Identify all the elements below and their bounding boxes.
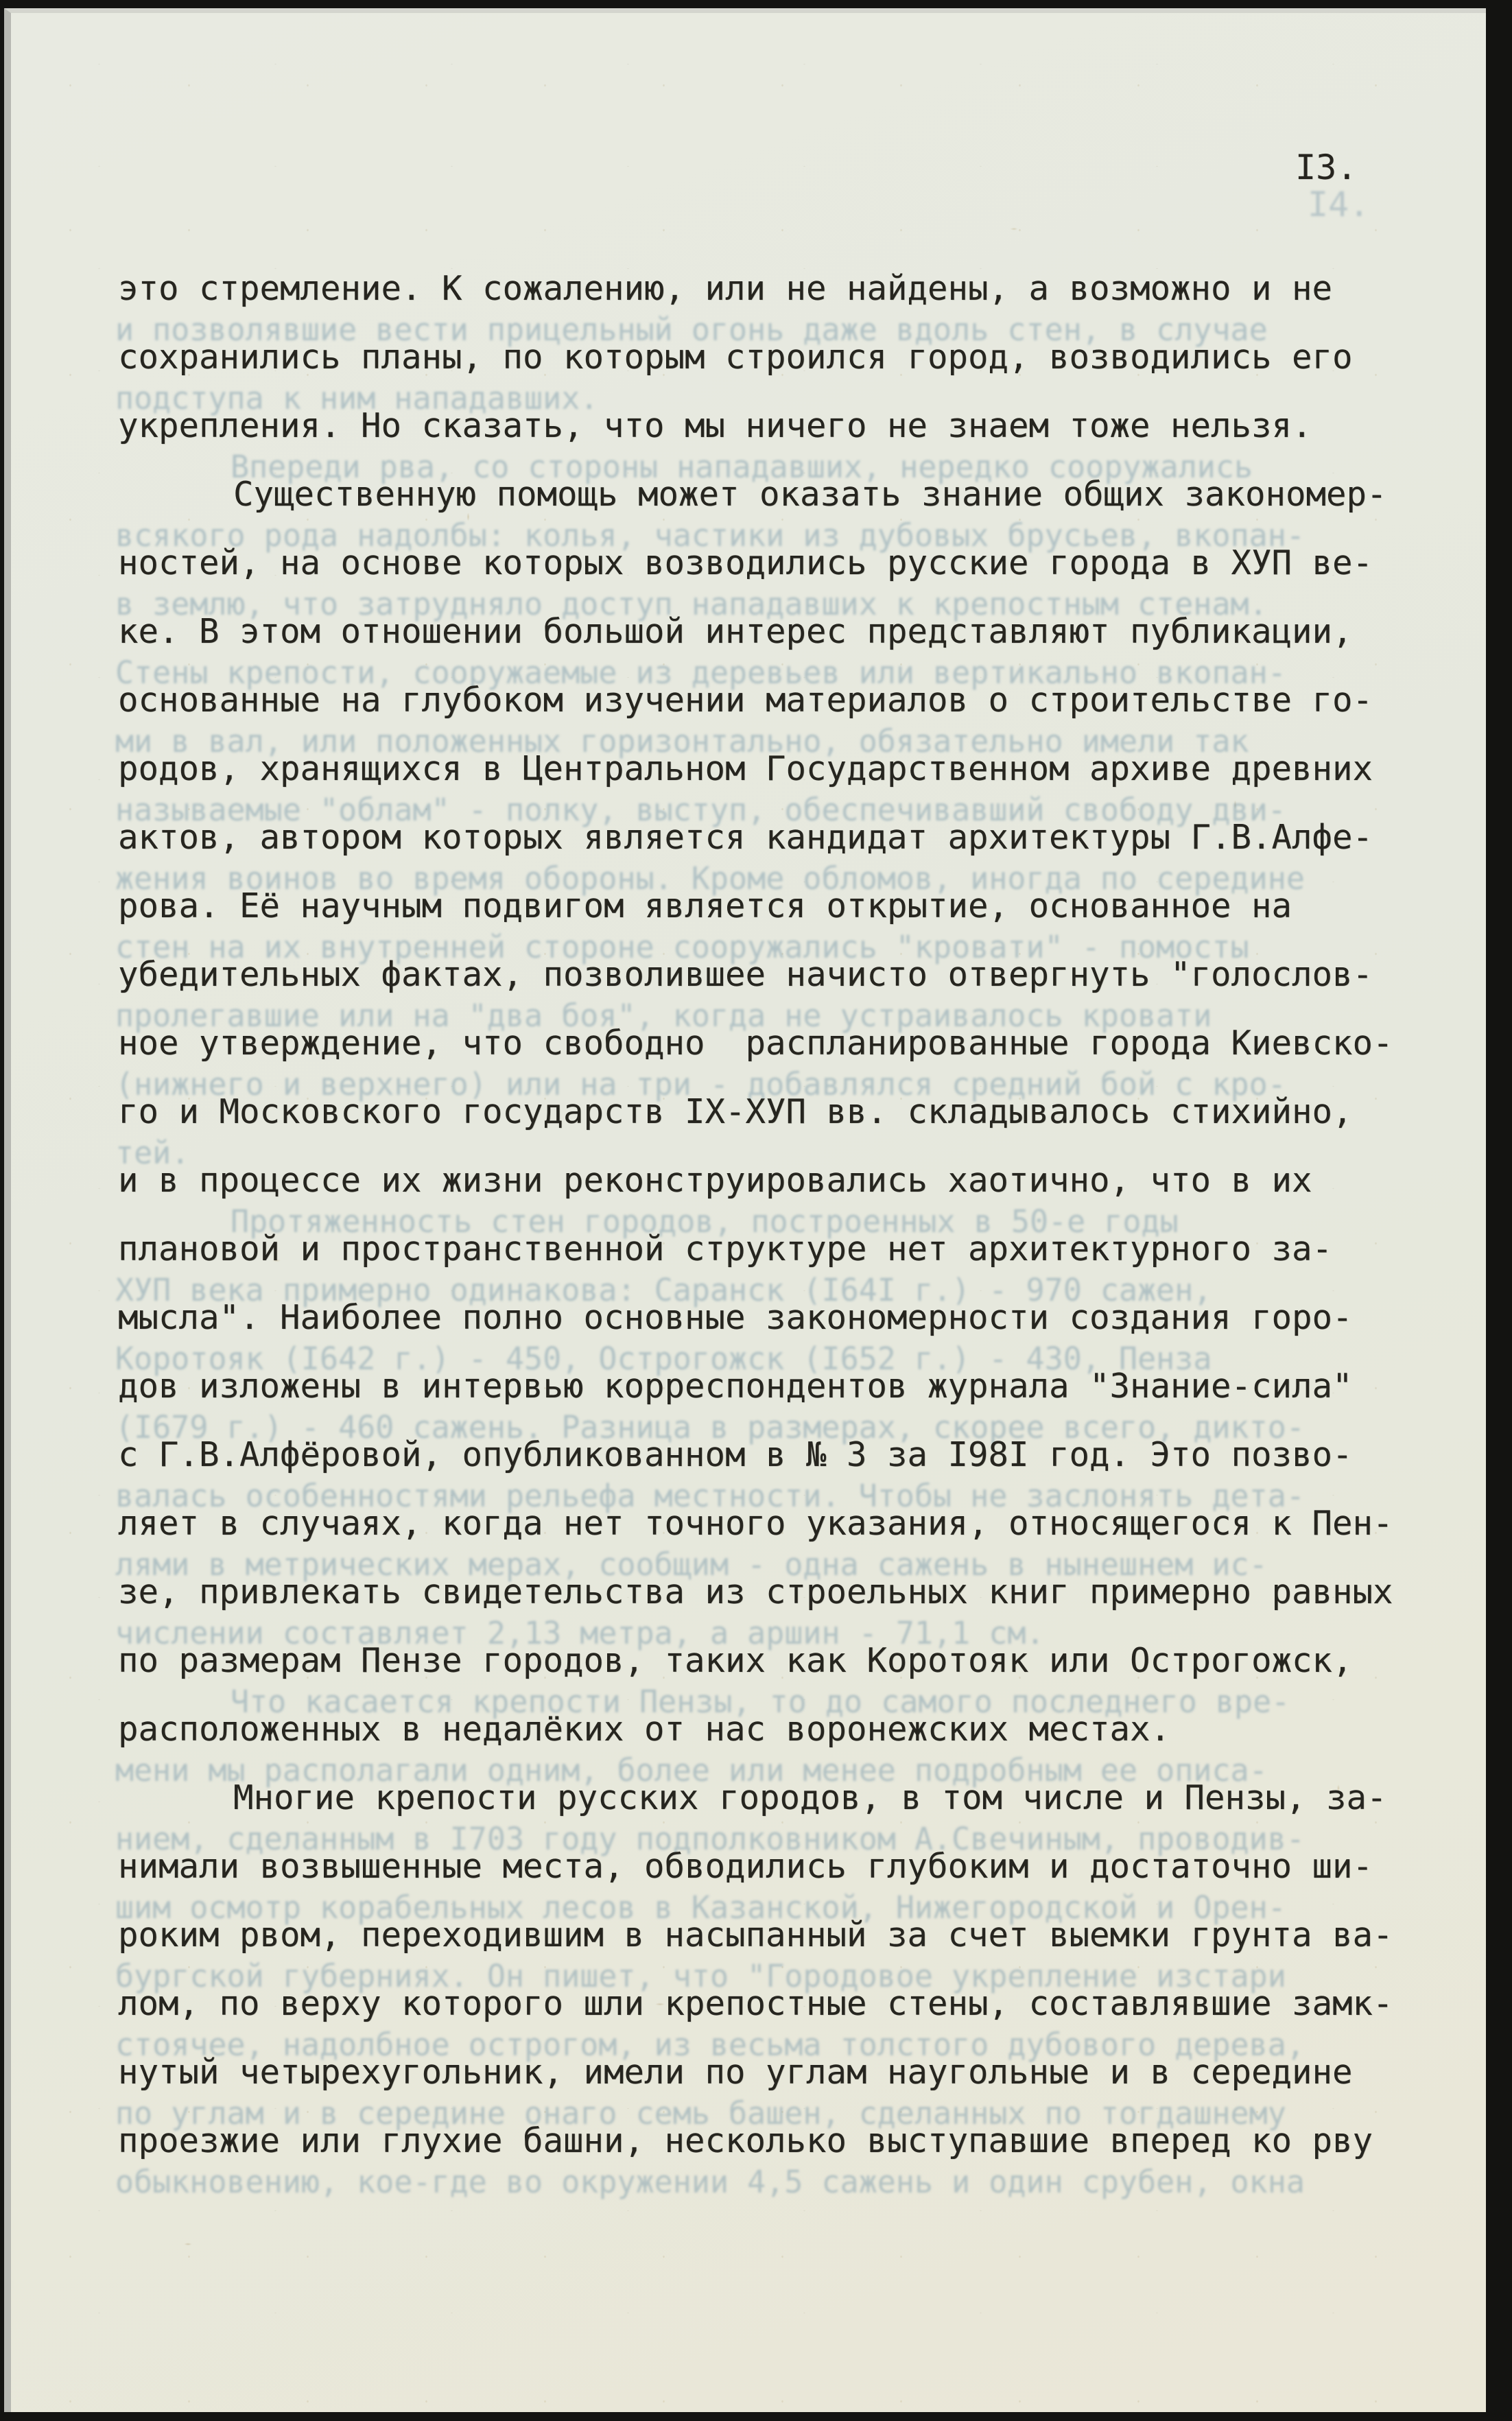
- text-line: актов, автором которых является кандидат архитектуры Г.В.Алфе-: [118, 818, 1373, 857]
- page-number: I3.: [1295, 147, 1358, 187]
- text-line: по размерам Пензе городов, таких как Коротояк или Острогожск,: [118, 1641, 1353, 1680]
- text-line: зе, привлекать свидетельства из строельных книг примерно равных: [118, 1572, 1393, 1611]
- bleedthrough-line: валась особенностями рельефа местности. Чтобы не заслонять дета-: [115, 1478, 1305, 1514]
- text-line: роким рвом, переходившим в насыпанный за счет выемки грунта ва-: [118, 1915, 1393, 1954]
- text-line: мысла". Наиболее полно основные закономерности создания горо-: [118, 1298, 1353, 1337]
- text-line: го и Московского государств IX-ХУП вв. складывалось стихийно,: [118, 1092, 1353, 1131]
- text-line: Существенную помощь может оказать знание общих закономер-: [233, 475, 1387, 514]
- text-line: это стремление. К сожалению, или не найдены, а возможно и не: [118, 269, 1333, 308]
- text-line: ке. В этом отношении большой интерес представляют публикации,: [118, 612, 1353, 651]
- text-line: дов изложены в интервью корреспондентов журнала "Знание-сила": [118, 1367, 1353, 1406]
- text-line: нимали возвышенные места, обводились глубоким и достаточно ши-: [118, 1847, 1373, 1886]
- typewritten-text: [118, 255, 1463, 2175]
- bleedthrough-line: стен на их внутренней стороне сооружались "кровати" - помосты: [115, 929, 1249, 965]
- text-line: ное утверждение, что свободно распланированные города Киевско-: [118, 1024, 1393, 1063]
- text-line: расположенных в недалёких от нас воронежских местах.: [118, 1710, 1171, 1749]
- text-line: убедительных фактах, позволившее начисто отвергнуть "голослов-: [118, 955, 1373, 994]
- bleedthrough-line: нием, сделанным в I703 году подполковником А.Свечиным, проводив-: [115, 1821, 1305, 1857]
- text-line: проезжие или глухие башни, несколько выступавшие вперед ко рву: [118, 2121, 1373, 2160]
- bleedthrough-line: стоячее, надолбное острогом, из весьма толстого дубового дерева,: [115, 2027, 1305, 2063]
- bleedthrough-line: Коротояк (I642 г.) - 450, Острогожск (I652 г.) - 430, Пенза: [115, 1341, 1212, 1377]
- bleedthrough-line: Что касается крепости Пензы, то до самого последнего вре-: [231, 1684, 1290, 1720]
- bleedthrough-line: (нижнего и верхнего) или на три - добавлялся средний бой с кро-: [115, 1066, 1286, 1102]
- text-line: сохранились планы, по которым строился город, возводились его: [118, 338, 1353, 377]
- bleedthrough-line: лями в метрических мерах, сообщим - одна сажень в нынешнем ис-: [115, 1546, 1268, 1583]
- bleedthrough-line: мени мы располагали одним, более или менее подробным ее описа-: [115, 1752, 1268, 1788]
- text-line: Многие крепости русских городов, в том числе и Пензы, за-: [233, 1778, 1387, 1817]
- bleedthrough-line: ми в вал, или положенных горизонтально, обязательно имели так: [115, 723, 1249, 759]
- bleedthrough-line: ХУП века примерно одинакова: Саранск (I64I г.) - 970 сажен,: [115, 1272, 1212, 1308]
- bleedthrough-line: тей.: [115, 1135, 190, 1171]
- bleedthrough-line: всякого рода надолбы: колья, частики из дубовых брусьев, вкопан-: [115, 517, 1305, 554]
- text-line: с Г.В.Алфёровой, опубликованном в № 3 за I98I год. Это позво-: [118, 1435, 1353, 1474]
- text-line: рова. Её научным подвигом является открытие, основанное на: [118, 886, 1292, 925]
- bleedthrough-line: жения воинов во время обороны. Кроме обломов, иногда по середине: [115, 860, 1305, 897]
- bleedthrough-line: называемые "облам" - полку, выступ, обеспечивавший свободу дви-: [115, 792, 1286, 828]
- text-line: лом, по верху которого шли крепостные стены, составлявшие замк-: [118, 1984, 1393, 2023]
- page-number-bleedthrough: I4.: [1308, 185, 1370, 224]
- bleedthrough-line: обыкновению, кое-где во окружении 4,5 сажень и один срубен, окна: [115, 2164, 1305, 2200]
- bleedthrough-line: бургской губерниях. Он пишет, что "Городовое укрепление изстари: [115, 1958, 1286, 1994]
- bleedthrough-line: (I679 г.) - 460 сажень. Разница в размерах, скорее всего, дикто-: [115, 1409, 1305, 1445]
- bleedthrough-line: пролегавшие или на "два боя", когда не устраивалось кровати: [115, 997, 1212, 1034]
- bleedthrough-line: Впереди рва, со стороны нападавших, нередко сооружались: [231, 449, 1253, 485]
- text-line: плановой и пространственной структуре нет архитектурного за-: [118, 1229, 1333, 1268]
- page: [4, 8, 1486, 2412]
- text-line: ляет в случаях, когда нет точного указания, относящегося к Пен-: [118, 1504, 1393, 1543]
- bleedthrough-line: в землю, что затрудняло доступ нападавших к крепостным стенам.: [115, 586, 1268, 622]
- text-line: основанные на глубоком изучении материалов о строительстве го-: [118, 681, 1373, 720]
- text-line: и в процессе их жизни реконструировались хаотично, что в их: [118, 1161, 1312, 1200]
- bleedthrough-line: шим осмотр корабельных лесов в Казанской, Нижегородской и Орен-: [115, 1889, 1286, 1926]
- bleedthrough-line: и позволявшие вести прицельный огонь даже вдоль стен, в случае: [115, 311, 1268, 348]
- bleedthrough-line: Протяженность стен городов, построенных в 50-е годы: [231, 1203, 1179, 1240]
- text-line: нутый четырехугольник, имели по углам наугольные и в середине: [118, 2053, 1353, 2092]
- text-line: родов, хранящихся в Центральном Государственном архиве древних: [118, 749, 1373, 788]
- text-line: укрепления. Но сказать, что мы ничего не знаем тоже нельзя.: [118, 406, 1312, 445]
- bleedthrough-line: числении составляет 2,13 метра, а аршин - 71,1 см.: [115, 1615, 1045, 1651]
- bleedthrough-line: подступа к ним нападавших.: [115, 380, 599, 416]
- bleedthrough-line: Стены крепости, сооружаемые из деревьев или вертикально вкопан-: [115, 654, 1286, 691]
- text-line: ностей, на основе которых возводились русские города в ХУП ве-: [118, 543, 1373, 582]
- bleedthrough-line: по углам и в середине онаго семь башен, сделанных по тогдашнему: [115, 2095, 1286, 2131]
